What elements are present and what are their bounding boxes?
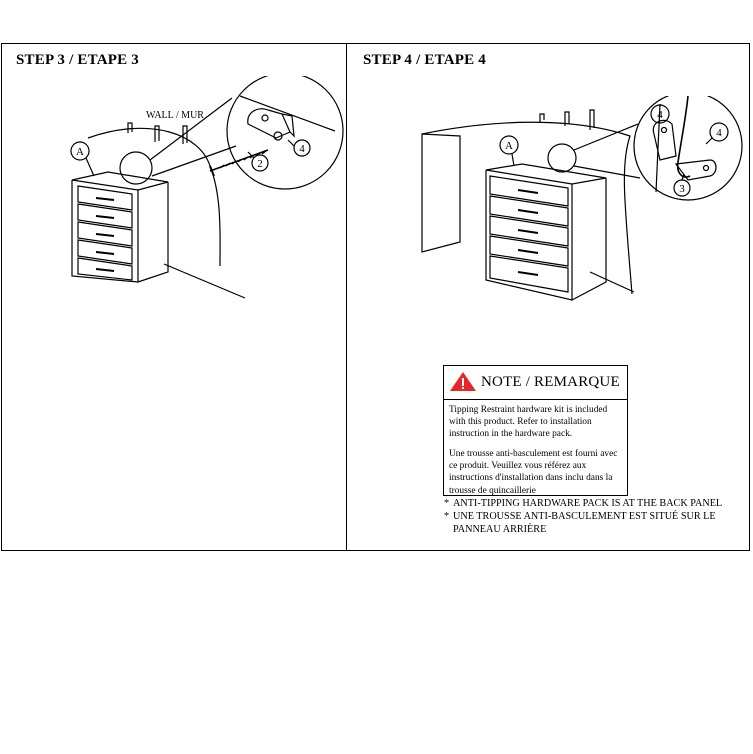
callout-a: A (76, 146, 84, 158)
step-3-illustration (60, 76, 350, 306)
note-french-text: Une trousse anti-basculement est fourni avec ce produit. Veuillez vous référez aux instructions d'installation dans inclu dans la trousse de quincaillerie (449, 449, 618, 496)
step-4-illustration (420, 96, 750, 306)
callout-strap: 3 (679, 183, 685, 195)
callout-bracket: 4 (299, 143, 305, 155)
note-title: NOTE / REMARQUE (481, 374, 620, 390)
step-3-title: STEP 3 / ETAPE 3 (16, 52, 139, 68)
note-box (443, 365, 628, 496)
note-english-text: Tipping Restraint hardware kit is included with this product. Refer to installation instruction in the hardware pack. (449, 405, 608, 440)
anti-tipping-notes (444, 497, 753, 536)
step-4-title: STEP 4 / ETAPE 4 (363, 52, 486, 68)
callout-bracket-right: 4 (716, 127, 722, 139)
note-header (444, 366, 627, 400)
bullet-english: * ANTI-TIPPING HARDWARE PACK IS AT THE BACK PANEL (444, 497, 753, 510)
callout-screw: 2 (257, 158, 263, 170)
wall-label: WALL / MUR (146, 110, 204, 121)
callout-bracket-top: 4 (657, 109, 663, 121)
bullet-french: * UNE TROUSSE ANTI-BASCULEMENT EST SITUÉ SUR LE PANNEAU ARRIÈRE (444, 510, 753, 536)
callout-a: A (505, 140, 513, 152)
warning-triangle-icon (449, 371, 477, 392)
